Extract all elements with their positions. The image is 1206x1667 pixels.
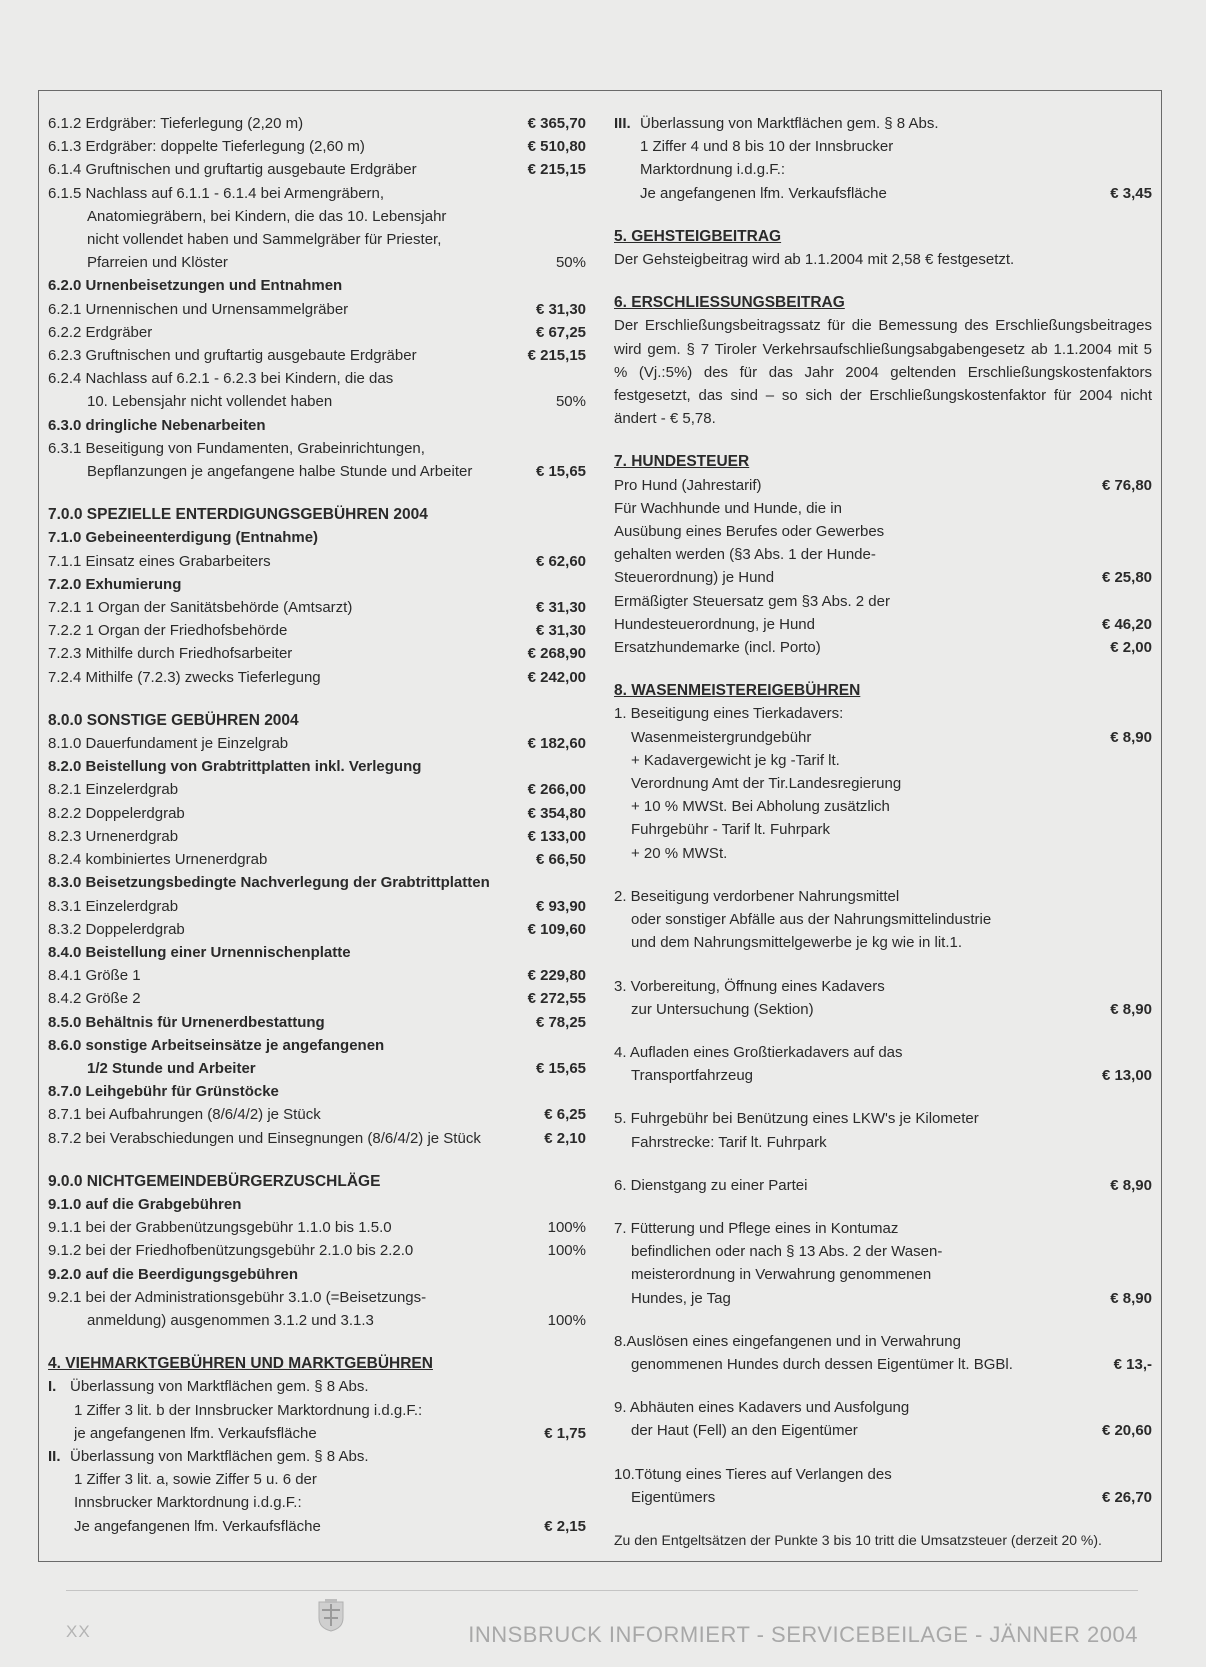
- fee-text: 8.Auslösen eines eingefangenen und in Verwahrung: [614, 1332, 961, 1350]
- fee-text: Ermäßigter Steuersatz gem §3 Abs. 2 der: [614, 592, 890, 610]
- fee-text: Für Wachhunde und Hunde, die in: [614, 499, 842, 517]
- fee-row: 7.2.1 1 Organ der Sanitätsbehörde (Amtsarzt) € 31,30: [48, 599, 586, 617]
- fee-text: 4. Aufladen eines Großtierkadavers auf das: [614, 1043, 903, 1061]
- section-heading: 9.2.0 auf die Beerdigungsgebühren: [48, 1265, 299, 1283]
- fee-row: Steuerordnung) je Hund € 25,80: [614, 569, 1152, 587]
- fee-row: Hundes, je Tag € 8,90: [631, 1289, 1152, 1307]
- fee-text: 6.1.5 Nachlass auf 6.1.1 - 6.1.4 bei Armengräbern,: [48, 184, 385, 202]
- fee-row: 7.1.1 Einsatz eines Grabarbeiters € 62,60: [48, 552, 586, 570]
- section-heading: 8.0.0 SONSTIGE GEBÜHREN 2004: [48, 711, 299, 729]
- fee-text: II. Überlassung von Marktflächen gem. § 8 Abs.: [48, 1447, 369, 1465]
- fee-row: Pro Hund (Jahrestarif) € 76,80: [614, 476, 1152, 494]
- fee-text: 9.2.1 bei der Administrationsgebühr 3.1.0 (=Beisetzungs-: [48, 1288, 427, 1306]
- running-title: INNSBRUCK INFORMIERT - SERVICEBEILAGE - JÄNNER 2004: [468, 1622, 1138, 1647]
- section-heading: 6.3.0 dringliche Nebenarbeiten: [48, 416, 266, 434]
- fee-row: 6.1.4 Gruftnischen und gruftartig ausgebaute Erdgräber € 215,15: [48, 161, 586, 179]
- fee-text: 3. Vorbereitung, Öffnung eines Kadavers: [614, 977, 885, 995]
- section-heading: 7.1.0 Gebeineenterdigung (Entnahme): [48, 529, 319, 547]
- section-title-hundesteuer: 7. HUNDESTEUER: [614, 453, 750, 471]
- footer-divider: [66, 1590, 1138, 1591]
- fee-text: Anatomiegräbern, bei Kindern, die das 10. Lebensjahr: [87, 207, 447, 225]
- fee-text: 10.Tötung eines Tieres auf Verlangen des: [614, 1465, 892, 1483]
- section-heading: 8.2.0 Beistellung von Grabtrittplatten inkl. Verlegung: [48, 758, 422, 776]
- section-heading: 9.0.0 NICHTGEMEINDEBÜRGERZUSCHLÄGE: [48, 1172, 381, 1190]
- right-column: [614, 112, 1152, 1552]
- fee-row: 6.2.1 Urnennischen und Urnensammelgräber € 31,30: [48, 300, 586, 318]
- fee-row: 8.3.1 Einzelerdgrab € 93,90: [48, 897, 586, 915]
- fee-text: Fuhrgebühr - Tarif lt. Fuhrpark: [631, 821, 830, 839]
- fee-row: Eigentümers € 26,70: [631, 1488, 1152, 1506]
- section-heading: 8.6.0 sonstige Arbeitseinsätze je angefangenen: [48, 1036, 385, 1054]
- fee-row: der Haut (Fell) an den Eigentümer € 20,60: [631, 1422, 1152, 1440]
- fee-text: Fahrstrecke: Tarif lt. Fuhrpark: [631, 1133, 827, 1151]
- fee-row: Wasenmeistergrundgebühr € 8,90: [631, 728, 1152, 746]
- fee-text: Innsbrucker Marktordnung i.d.g.F.:: [74, 1494, 302, 1512]
- fee-text: 1 Ziffer 4 und 8 bis 10 der Innsbrucker: [640, 138, 894, 156]
- section-title-viehmarkt: 4. VIEHMARKTGEBÜHREN UND MARKTGEBÜHREN: [48, 1355, 433, 1373]
- left-column: [48, 112, 586, 1538]
- section-heading: 8.3.0 Beisetzungsbedingte Nachverlegung der Grabtrittplatten: [48, 874, 490, 892]
- fee-text: 1 Ziffer 3 lit. a, sowie Ziffer 5 u. 6 der: [74, 1471, 317, 1489]
- fee-row: Ersatzhundemarke (incl. Porto) € 2,00: [614, 639, 1152, 657]
- fee-row: 1/2 Stunde und Arbeiter € 15,65: [87, 1059, 586, 1077]
- fee-text: gehalten werden (§3 Abs. 1 der Hunde-: [614, 546, 876, 564]
- fee-row: 9.1.2 bei der Friedhofbenützungsgebühr 2.1.0 bis 2.2.0 100%: [48, 1242, 586, 1260]
- fee-row: je angefangenen lfm. Verkaufsfläche € 1,75: [74, 1424, 586, 1442]
- fee-row: 8.5.0 Behältnis für Urnenerdbestattung € 78,25: [48, 1013, 586, 1031]
- fee-text: 1. Beseitigung eines Tierkadavers:: [614, 705, 844, 723]
- fee-text: + Kadavergewicht je kg -Tarif lt.: [631, 751, 840, 769]
- fee-text: befindlichen oder nach § 13 Abs. 2 der Wasen-: [631, 1243, 943, 1261]
- fee-text: 2. Beseitigung verdorbener Nahrungsmittel: [614, 887, 900, 905]
- fee-text: 9. Abhäuten eines Kadavers und Ausfolgung: [614, 1399, 910, 1417]
- fee-row: 8.2.2 Doppelerdgrab € 354,80: [48, 804, 586, 822]
- fee-text: und dem Nahrungsmittelgewerbe je kg wie in lit.1.: [631, 934, 963, 952]
- fee-row: 6.2.2 Erdgräber € 67,25: [48, 323, 586, 341]
- fee-row: anmeldung) ausgenommen 3.1.2 und 3.1.3 100%: [87, 1311, 586, 1329]
- fee-text: 6.3.1 Beseitigung von Fundamenten, Grabeinrichtungen,: [48, 439, 425, 457]
- section-heading: 8.7.0 Leihgebühr für Grünstöcke: [48, 1083, 279, 1101]
- fee-text: Marktordnung i.d.g.F.:: [640, 161, 786, 179]
- fee-row: 8.4.1 Größe 1 € 229,80: [48, 967, 586, 985]
- section-title-erschliessung: 6. ERSCHLIESSUNGSBEITRAG: [614, 294, 845, 312]
- fee-row: 8.2.4 kombiniertes Urnenerdgrab € 66,50: [48, 851, 586, 869]
- section-heading: 7.0.0 SPEZIELLE ENTERDIGUNGSGEBÜHREN 2004: [48, 506, 428, 524]
- fee-text: III. Überlassung von Marktflächen gem. § 8 Abs.: [614, 115, 939, 132]
- fee-text: + 20 % MWSt.: [631, 844, 728, 862]
- section-title-wasenmeisterei: 8. WASENMEISTEREIGEBÜHREN: [614, 682, 861, 700]
- fee-text: 6.2.4 Nachlass auf 6.2.1 - 6.2.3 bei Kindern, die das: [48, 370, 394, 388]
- fee-row: 7.2.3 Mithilfe durch Friedhofsarbeiter € 268,90: [48, 645, 586, 663]
- fee-row: Bepflanzungen je angefangene halbe Stunde und Arbeiter € 15,65: [87, 463, 586, 481]
- section-heading: 8.4.0 Beistellung einer Urnennischenplatte: [48, 943, 351, 961]
- section-heading: 7.2.0 Exhumierung: [48, 575, 182, 593]
- fee-row: genommenen Hundes durch dessen Eigentümer lt. BGBl. € 13,-: [631, 1355, 1152, 1373]
- fee-row: Je angefangenen lfm. Verkaufsfläche € 2,15: [74, 1517, 586, 1535]
- fee-row: 8.1.0 Dauerfundament je Einzelgrab € 182,60: [48, 735, 586, 753]
- fee-row: 6.2.3 Gruftnischen und gruftartig ausgebaute Erdgräber € 215,15: [48, 347, 586, 365]
- fee-row: 10. Lebensjahr nicht vollendet haben 50%: [87, 393, 586, 411]
- fee-row: Hundesteuerordnung, je Hund € 46,20: [614, 615, 1152, 633]
- fee-text: Ausübung eines Berufes oder Gewerbes: [614, 523, 885, 541]
- fee-row: 8.2.3 Urnenerdgrab € 133,00: [48, 827, 586, 845]
- fee-row: 8.4.2 Größe 2 € 272,55: [48, 990, 586, 1008]
- fee-row: 6.1.2 Erdgräber: Tieferlegung (2,20 m) € 365,70: [48, 115, 586, 132]
- fee-text: + 10 % MWSt. Bei Abholung zusätzlich: [631, 798, 890, 816]
- paragraph: Der Erschließungsbeitragssatz für die Bemessung des Erschließungsbeitrages wird gem. § 7 Tiroler Verkehrsaufschließungsabgabengesetz ab 1.1.2004 mit 5 % (Vj.:5%) des für das Jahr 2004 geltenden Erschließungskostenfaktors festgesetzt, das sind – so sich der Erschließungskostenfaktor für 2004 nicht ändert - € 5,78.: [614, 317, 1152, 428]
- fee-row: 8.7.1 bei Aufbahrungen (8/6/4/2) je Stück € 6,25: [48, 1106, 586, 1124]
- fee-text: 7. Fütterung und Pflege eines in Kontumaz: [614, 1219, 899, 1237]
- section-heading: 9.1.0 auf die Grabgebühren: [48, 1195, 242, 1213]
- fee-row: 8.3.2 Doppelerdgrab € 109,60: [48, 920, 586, 938]
- fee-text: 1 Ziffer 3 lit. b der Innsbrucker Marktordnung i.d.g.F.:: [74, 1401, 423, 1419]
- fee-text: oder sonstiger Abfälle aus der Nahrungsmittelindustrie: [631, 911, 992, 929]
- fee-text: meisterordnung in Verwahrung genommenen: [631, 1266, 932, 1284]
- fee-text: I. Überlassung von Marktflächen gem. § 8 Abs.: [48, 1378, 369, 1396]
- tax-note: Zu den Entgeltsätzen der Punkte 3 bis 10 tritt die Umsatzsteuer (derzeit 20 %).: [614, 1531, 1102, 1548]
- section-heading: 6.2.0 Urnenbeisetzungen und Entnahmen: [48, 277, 343, 295]
- innsbruck-crest-icon: [318, 1598, 344, 1632]
- fee-text: 5. Fuhrgebühr bei Benützung eines LKW's je Kilometer: [614, 1110, 979, 1128]
- fee-text: Verordnung Amt der Tir.Landesregierung: [631, 775, 902, 793]
- fee-row: 9.1.1 bei der Grabbenützungsgebühr 1.1.0 bis 1.5.0 100%: [48, 1219, 586, 1237]
- page-number: XX: [66, 1622, 91, 1641]
- fee-row: Pfarreien und Klöster 50%: [87, 254, 586, 272]
- fee-row: zur Untersuchung (Sektion) € 8,90: [631, 1000, 1152, 1018]
- fee-text: nicht vollendet haben und Sammelgräber für Priester,: [87, 231, 442, 249]
- fee-row: 8.7.2 bei Verabschiedungen und Einsegnungen (8/6/4/2) je Stück € 2,10: [48, 1129, 586, 1147]
- fee-row: 8.2.1 Einzelerdgrab € 266,00: [48, 781, 586, 799]
- paragraph: Der Gehsteigbeitrag wird ab 1.1.2004 mit 2,58 € festgesetzt.: [614, 251, 1015, 269]
- fee-row: Je angefangenen lfm. Verkaufsfläche € 3,45: [640, 184, 1152, 202]
- fee-row: 6. Dienstgang zu einer Partei € 8,90: [614, 1176, 1152, 1194]
- fee-row: 6.1.3 Erdgräber: doppelte Tieferlegung (2,60 m) € 510,80: [48, 138, 586, 156]
- section-title-gehsteig: 5. GEHSTEIGBEITRAG: [614, 227, 782, 245]
- fee-row: 7.2.4 Mithilfe (7.2.3) zwecks Tieferlegung € 242,00: [48, 668, 586, 686]
- fee-row: Transportfahrzeug € 13,00: [631, 1067, 1152, 1085]
- fee-row: 7.2.2 1 Organ der Friedhofsbehörde € 31,30: [48, 622, 586, 640]
